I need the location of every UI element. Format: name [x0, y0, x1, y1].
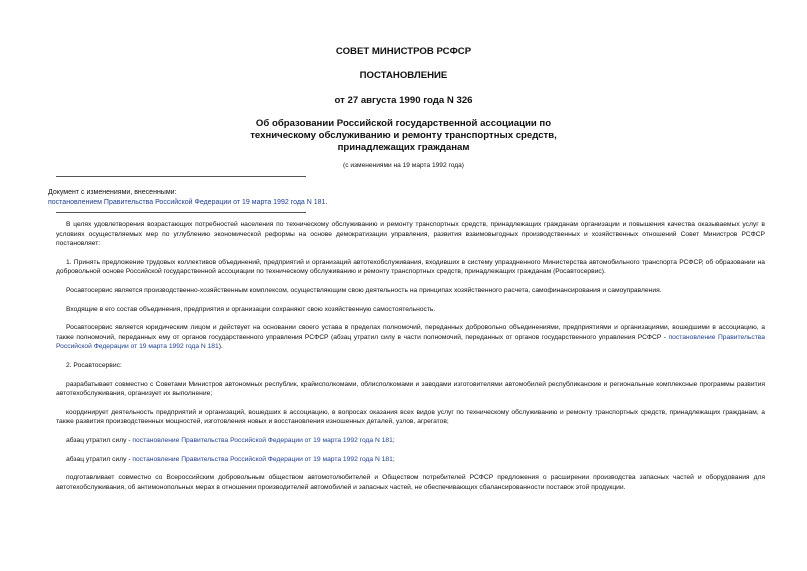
changes-note: (с изменениями на 19 марта 1992 года)	[343, 162, 464, 169]
paragraph-text: Росавтосервис является юридическим лицом и действует на основании своего устава в пределах полномочий, переданных добровольно объединениями, предприятиями и организациями, вошедшими в ассоциацию, а также полномочий, переданных ему от органов государственного управления РСФСР (абзац утратил силу в части полномочий, переданных от органов государственного управления РСФСР -	[56, 324, 765, 341]
paragraph: подготавливает совместно со Всероссийским добровольным обществом автомотолюбителей и Обществом потребителей РСФСР предложения о расширении производства запасных частей и оборудования для автотехобслуживания, об антимонопольных мерах в отношении производителей автомобилей и запасных частей, не обеспечивающих сбалансированности поставок этой продукции.	[56, 474, 765, 491]
paragraph	[56, 323, 765, 352]
paragraph-suffix: ;	[392, 455, 395, 463]
subject-line: Об образовании Российской государственной ассоциации по	[255, 118, 552, 129]
paragraph	[56, 436, 765, 446]
paragraph: координирует деятельность предприятий и организаций, вошедших в ассоциацию, в вопросах оказания всех видов услуг по техническому обслуживанию и ремонту транспортных средств, принадлежащих гражданам, а также развития производственных мощностей, изготовления новых и восстановления изношенных деталей, узлов, агрегатов;	[56, 408, 765, 426]
amendment-link[interactable]: постановление Правительства Российской Федерации от 19 марта 1992 года N 181	[132, 436, 393, 444]
amendment-link[interactable]: постановление Правительства Российской Федерации от 19 марта 1992 года N 181	[56, 333, 765, 351]
amendment-link[interactable]: постановлением Правительства Российской Федерации от 19 марта 1992 года N 181	[48, 199, 326, 206]
amendment-link[interactable]: постановление Правительства Российской Федерации от 19 марта 1992 года N 181	[132, 455, 393, 463]
document-subject	[0, 118, 807, 154]
document-type: ПОСТАНОВЛЕНИЕ	[359, 70, 448, 81]
paragraph: 2. Росавтосервис:	[66, 361, 122, 369]
subject-line: принадлежащих гражданам	[337, 142, 470, 153]
document-date-number: от 27 августа 1990 года N 326	[334, 95, 473, 106]
paragraph-suffix: ;	[392, 436, 395, 444]
subject-line: техническому обслуживанию и ремонту транспортных средств,	[250, 130, 557, 141]
paragraph	[56, 455, 765, 465]
issuer-title: СОВЕТ МИНИСТРОВ РСФСР	[335, 46, 472, 57]
paragraph: разрабатывает совместно с Советами Министров автономных республик, крайисполкомами, облисполкомами и заводами изготовителями автомобилей республиканские и региональные комплексные программы развития автотехобслуживания, организует их выполнение;	[56, 380, 765, 398]
paragraph-text: абзац утратил силу -	[66, 455, 131, 463]
divider-line	[56, 212, 306, 213]
paragraph: Входящие в его состав объединения, предприятия и организации сохраняют свою хозяйственную самостоятельность.	[66, 305, 436, 313]
document-body	[56, 220, 765, 492]
paragraph: Росавтосервис является производственно-хозяйственным комплексом, осуществляющим свою деятельность на принципах хозяйственного расчета, самофинансирования и самоуправления.	[66, 286, 662, 294]
document-changes-info	[48, 188, 327, 208]
amendment-link-suffix: .	[325, 199, 328, 206]
paragraph-suffix: ).	[218, 343, 223, 351]
paragraph: В целях удовлетворения возрастающих потребностей населения по техническому обслуживанию и ремонту транспортных средств, принадлежащих гражданам организации и повышения качества оказываемых услуг в условиях осуществляемых мер по углублению экономической реформы на основе демократизации управления, развития взаимовыгодных производственных и хозяйственных отношений Совет Министров РСФСР постановляет:	[56, 221, 765, 248]
changes-info-label: Документ с изменениями, внесенными:	[48, 189, 177, 196]
paragraph: 1. Принять предложение трудовых коллективов объединений, предприятий и организаций автотехобслуживания, входивших в систему упраздненного Министерства автомобильного транспорта РСФСР, об образовании на добровольной основе Российской государственной ассоциации по техническому обслуживанию и ремонту транспортных средств, принадлежащих гражданам (Росавтосервис).	[56, 258, 765, 276]
divider-line	[56, 176, 306, 177]
paragraph-text: абзац утратил силу -	[66, 436, 131, 444]
